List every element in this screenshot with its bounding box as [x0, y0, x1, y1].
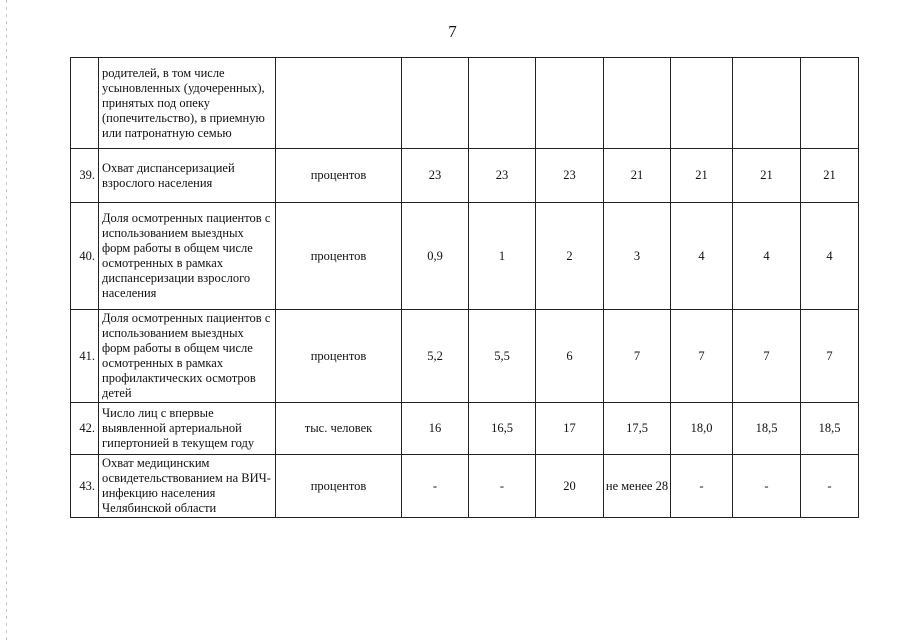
table-row [71, 58, 859, 149]
row-number: 40. [71, 203, 99, 310]
indicator-value: 5,5 [469, 310, 536, 403]
indicator-value [402, 58, 469, 149]
row-number: 42. [71, 403, 99, 455]
indicator-value: 0,9 [402, 203, 469, 310]
unit-of-measure: процентов [276, 310, 402, 403]
indicator-value: - [801, 455, 859, 518]
indicator-value: 2 [536, 203, 604, 310]
indicator-value: 17,5 [604, 403, 671, 455]
indicator-value: 18,5 [733, 403, 801, 455]
unit-of-measure: процентов [276, 149, 402, 203]
indicator-value: 5,2 [402, 310, 469, 403]
indicator-value: - [671, 455, 733, 518]
indicator-value: 4 [671, 203, 733, 310]
scan-edge-mark [6, 0, 7, 640]
indicator-value: не менее 28 [604, 455, 671, 518]
unit-of-measure [276, 58, 402, 149]
table-row [71, 310, 859, 403]
indicator-value: 21 [671, 149, 733, 203]
indicator-value: 7 [671, 310, 733, 403]
indicator-value: - [733, 455, 801, 518]
row-number [71, 58, 99, 149]
indicator-value [469, 58, 536, 149]
table-row [71, 149, 859, 203]
indicator-value: 7 [604, 310, 671, 403]
indicator-value: 23 [402, 149, 469, 203]
indicator-value: 7 [801, 310, 859, 403]
unit-of-measure: процентов [276, 203, 402, 310]
indicator-value: 20 [536, 455, 604, 518]
indicator-value: 16 [402, 403, 469, 455]
indicator-value: 16,5 [469, 403, 536, 455]
page-number: 7 [448, 22, 457, 41]
indicator-value: 18,0 [671, 403, 733, 455]
row-number: 39. [71, 149, 99, 203]
table-row [71, 203, 859, 310]
row-number: 41. [71, 310, 99, 403]
indicator-value: 1 [469, 203, 536, 310]
indicator-value [801, 58, 859, 149]
indicator-value: - [402, 455, 469, 518]
indicator-name: Охват медицинским освидетельствованием на ВИЧ-инфекцию населения Челябинской области [99, 455, 276, 518]
indicator-value [733, 58, 801, 149]
indicator-value [671, 58, 733, 149]
indicator-value: 21 [801, 149, 859, 203]
indicator-value: 4 [733, 203, 801, 310]
indicators-table [70, 57, 859, 518]
indicator-name: Число лиц с впервые выявленной артериальной гипертонией в текущем году [99, 403, 276, 455]
indicator-value [536, 58, 604, 149]
indicator-value: 21 [733, 149, 801, 203]
indicator-value: 7 [733, 310, 801, 403]
indicator-value: 23 [469, 149, 536, 203]
indicator-name: родителей, в том числе усыновленных (удочеренных), принятых под опеку (попечительство), в приемную или патронатную семью [99, 58, 276, 149]
row-number: 43. [71, 455, 99, 518]
indicator-value [604, 58, 671, 149]
indicator-value: 6 [536, 310, 604, 403]
unit-of-measure: тыс. человек [276, 403, 402, 455]
unit-of-measure: процентов [276, 455, 402, 518]
indicator-value: - [469, 455, 536, 518]
indicator-value: 21 [604, 149, 671, 203]
indicator-name: Доля осмотренных пациентов с использованием выездных форм работы в общем числе осмотренных в рамках диспансеризации взрослого населения [99, 203, 276, 310]
indicator-value: 4 [801, 203, 859, 310]
table-row [71, 455, 859, 518]
indicator-name: Доля осмотренных пациентов с использованием выездных форм работы в общем числе осмотренных в рамках профилактических осмотров детей [99, 310, 276, 403]
indicator-value: 17 [536, 403, 604, 455]
indicator-value: 23 [536, 149, 604, 203]
indicator-value: 18,5 [801, 403, 859, 455]
indicator-value: 3 [604, 203, 671, 310]
table-row [71, 403, 859, 455]
indicator-name: Охват диспансеризацией взрослого населения [99, 149, 276, 203]
